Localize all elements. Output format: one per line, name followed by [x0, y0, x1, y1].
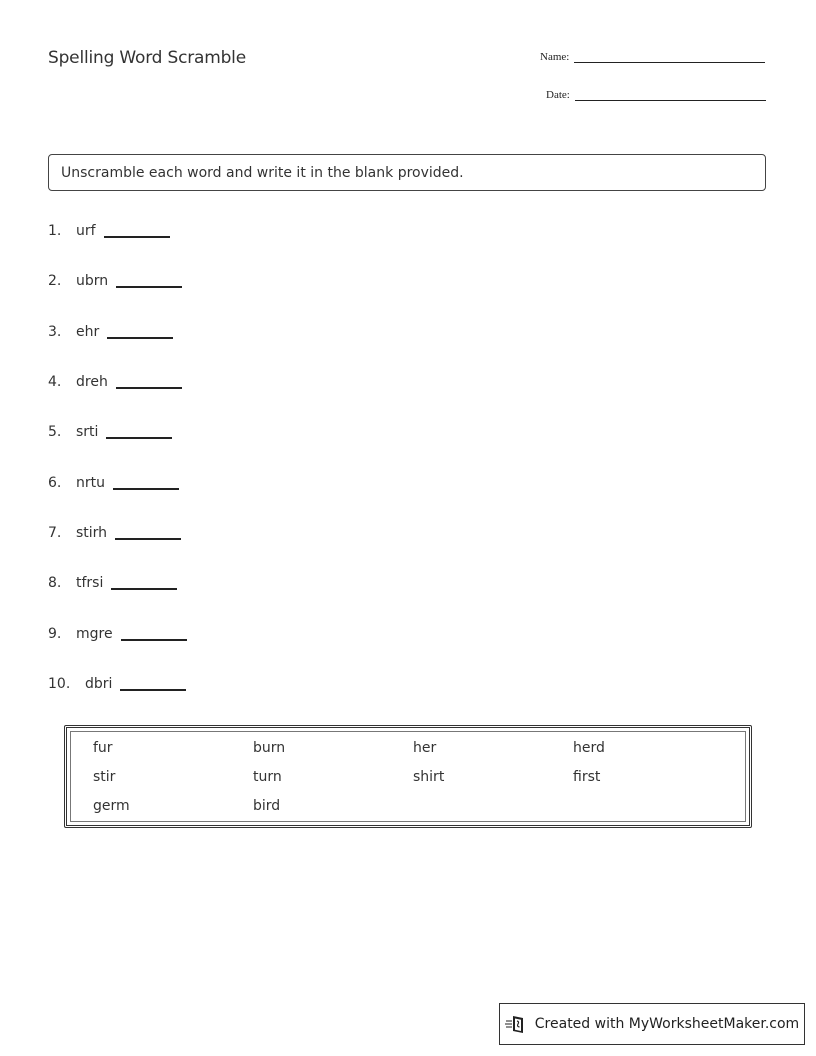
word-bank	[64, 725, 752, 828]
question-number: 6.	[48, 475, 62, 491]
footer-text: Created with MyWorksheetMaker.com	[534, 1016, 800, 1032]
word-bank-item: burn	[253, 740, 286, 756]
word-bank-item: bird	[253, 798, 281, 814]
word-bank-item: herd	[573, 740, 605, 756]
answer-blank[interactable]	[106, 437, 172, 439]
scrambled-word: dbri	[85, 676, 113, 692]
question-item	[48, 525, 181, 541]
answer-blank[interactable]	[116, 387, 182, 389]
question-number: 10.	[48, 676, 71, 692]
question-item	[48, 374, 182, 390]
scrambled-word: srti	[76, 424, 99, 440]
scrambled-word: ehr	[76, 324, 100, 340]
scrambled-word: mgre	[76, 626, 113, 642]
worksheet-maker-logo-icon	[505, 1013, 527, 1035]
question-item	[48, 676, 186, 692]
question-item	[48, 223, 170, 239]
word-bank-item: first	[573, 769, 601, 785]
question-item	[48, 424, 172, 440]
scrambled-word: stirh	[76, 525, 108, 541]
answer-blank[interactable]	[115, 538, 181, 540]
word-bank-item: stir	[93, 769, 116, 785]
question-number: 9.	[48, 626, 62, 642]
question-item	[48, 324, 173, 340]
instructions-text: Unscramble each word and write it in the blank provided.	[61, 164, 464, 181]
scrambled-word: tfrsi	[76, 575, 104, 591]
name-label: Name:	[540, 51, 570, 63]
name-line	[574, 61, 765, 63]
answer-blank[interactable]	[107, 337, 173, 339]
answer-blank[interactable]	[116, 286, 182, 288]
scrambled-word: urf	[76, 223, 96, 239]
question-item	[48, 475, 179, 491]
scrambled-word: dreh	[76, 374, 108, 390]
date-line	[575, 99, 766, 101]
word-bank-item: fur	[93, 740, 113, 756]
date-field	[546, 90, 766, 101]
word-bank-item: shirt	[413, 769, 445, 785]
answer-blank[interactable]	[111, 588, 177, 590]
word-bank-item: turn	[253, 769, 282, 785]
scrambled-word: ubrn	[76, 273, 109, 289]
question-item	[48, 575, 177, 591]
word-bank-item: germ	[93, 798, 130, 814]
page-title: Spelling Word Scramble	[48, 48, 246, 68]
answer-blank[interactable]	[121, 639, 187, 641]
question-number: 2.	[48, 273, 62, 289]
question-number: 4.	[48, 374, 62, 390]
question-number: 1.	[48, 223, 62, 239]
name-field	[540, 52, 765, 63]
instructions-box	[48, 154, 766, 191]
question-item	[48, 626, 187, 642]
question-number: 5.	[48, 424, 62, 440]
question-item	[48, 273, 182, 289]
answer-blank[interactable]	[104, 236, 170, 238]
footer-badge[interactable]	[499, 1003, 805, 1045]
word-bank-item: her	[413, 740, 437, 756]
question-number: 8.	[48, 575, 62, 591]
answer-blank[interactable]	[113, 488, 179, 490]
date-label: Date:	[546, 89, 570, 101]
scrambled-word: nrtu	[76, 475, 105, 491]
answer-blank[interactable]	[120, 689, 186, 691]
question-number: 3.	[48, 324, 62, 340]
question-number: 7.	[48, 525, 62, 541]
